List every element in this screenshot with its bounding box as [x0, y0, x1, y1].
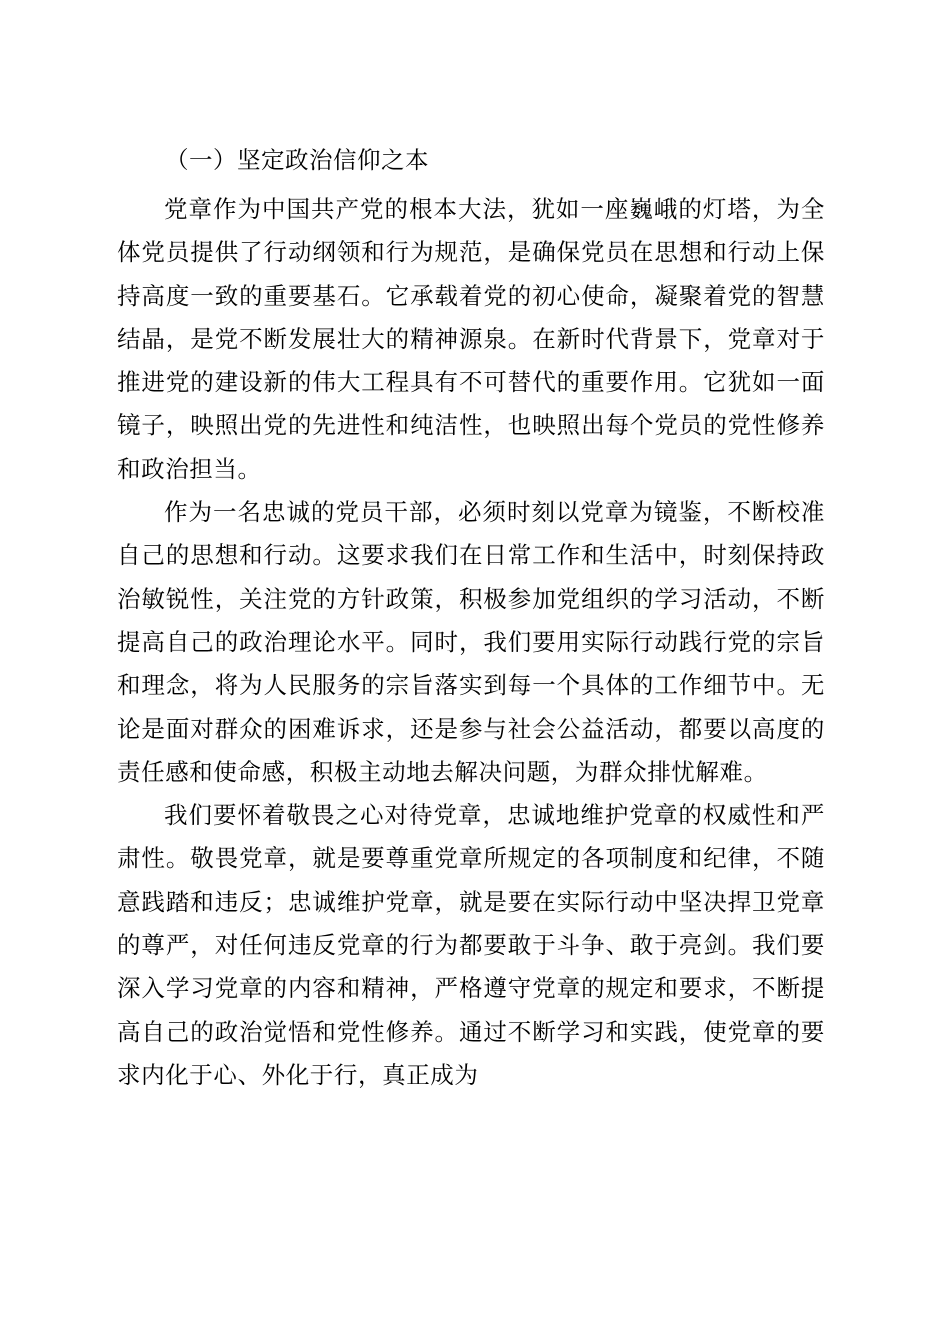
document-page	[117, 143, 825, 1097]
paragraph-1: 党章作为中国共产党的根本大法，犹如一座巍峨的灯塔，为全体党员提供了行动纲领和行为规范，是确保党员在思想和行动上保持高度一致的重要基石。它承载着党的初心使命，凝聚着党的智慧结晶，是党不断发展壮大的精神源泉。在新时代背景下，党章对于推进党的建设新的伟大工程具有不可替代的重要作用。它犹如一面镜子，映照出党的先进性和纯洁性，也映照出每个党员的党性修养和政治担当。	[117, 195, 825, 483]
paragraph-3: 我们要怀着敬畏之心对待党章，忠诚地维护党章的权威性和严肃性。敬畏党章，就是要尊重党章所规定的各项制度和纪律，不随意践踏和违反；忠诚维护党章，就是要在实际行动中坚决捍卫党章的尊严，对任何违反党章的行为都要敢于斗争、敢于亮剑。我们要深入学习党章的内容和精神，严格遵守党章的规定和要求，不断提高自己的政治觉悟和党性修养。通过不断学习和实践，使党章的要求内化于心、外化于行，真正成为	[117, 801, 825, 1089]
section-heading: （一）坚定政治信仰之本	[165, 146, 429, 174]
paragraph-2: 作为一名忠诚的党员干部，必须时刻以党章为镜鉴，不断校准自己的思想和行动。这要求我们在日常工作和生活中，时刻保持政治敏锐性，关注党的方针政策，积极参加党组织的学习活动，不断提高自己的政治理论水平。同时，我们要用实际行动践行党的宗旨和理念，将为人民服务的宗旨落实到每一个具体的工作细节中。无论是面对群众的困难诉求，还是参与社会公益活动，都要以高度的责任感和使命感，积极主动地去解决问题，为群众排忧解难。	[117, 498, 825, 786]
